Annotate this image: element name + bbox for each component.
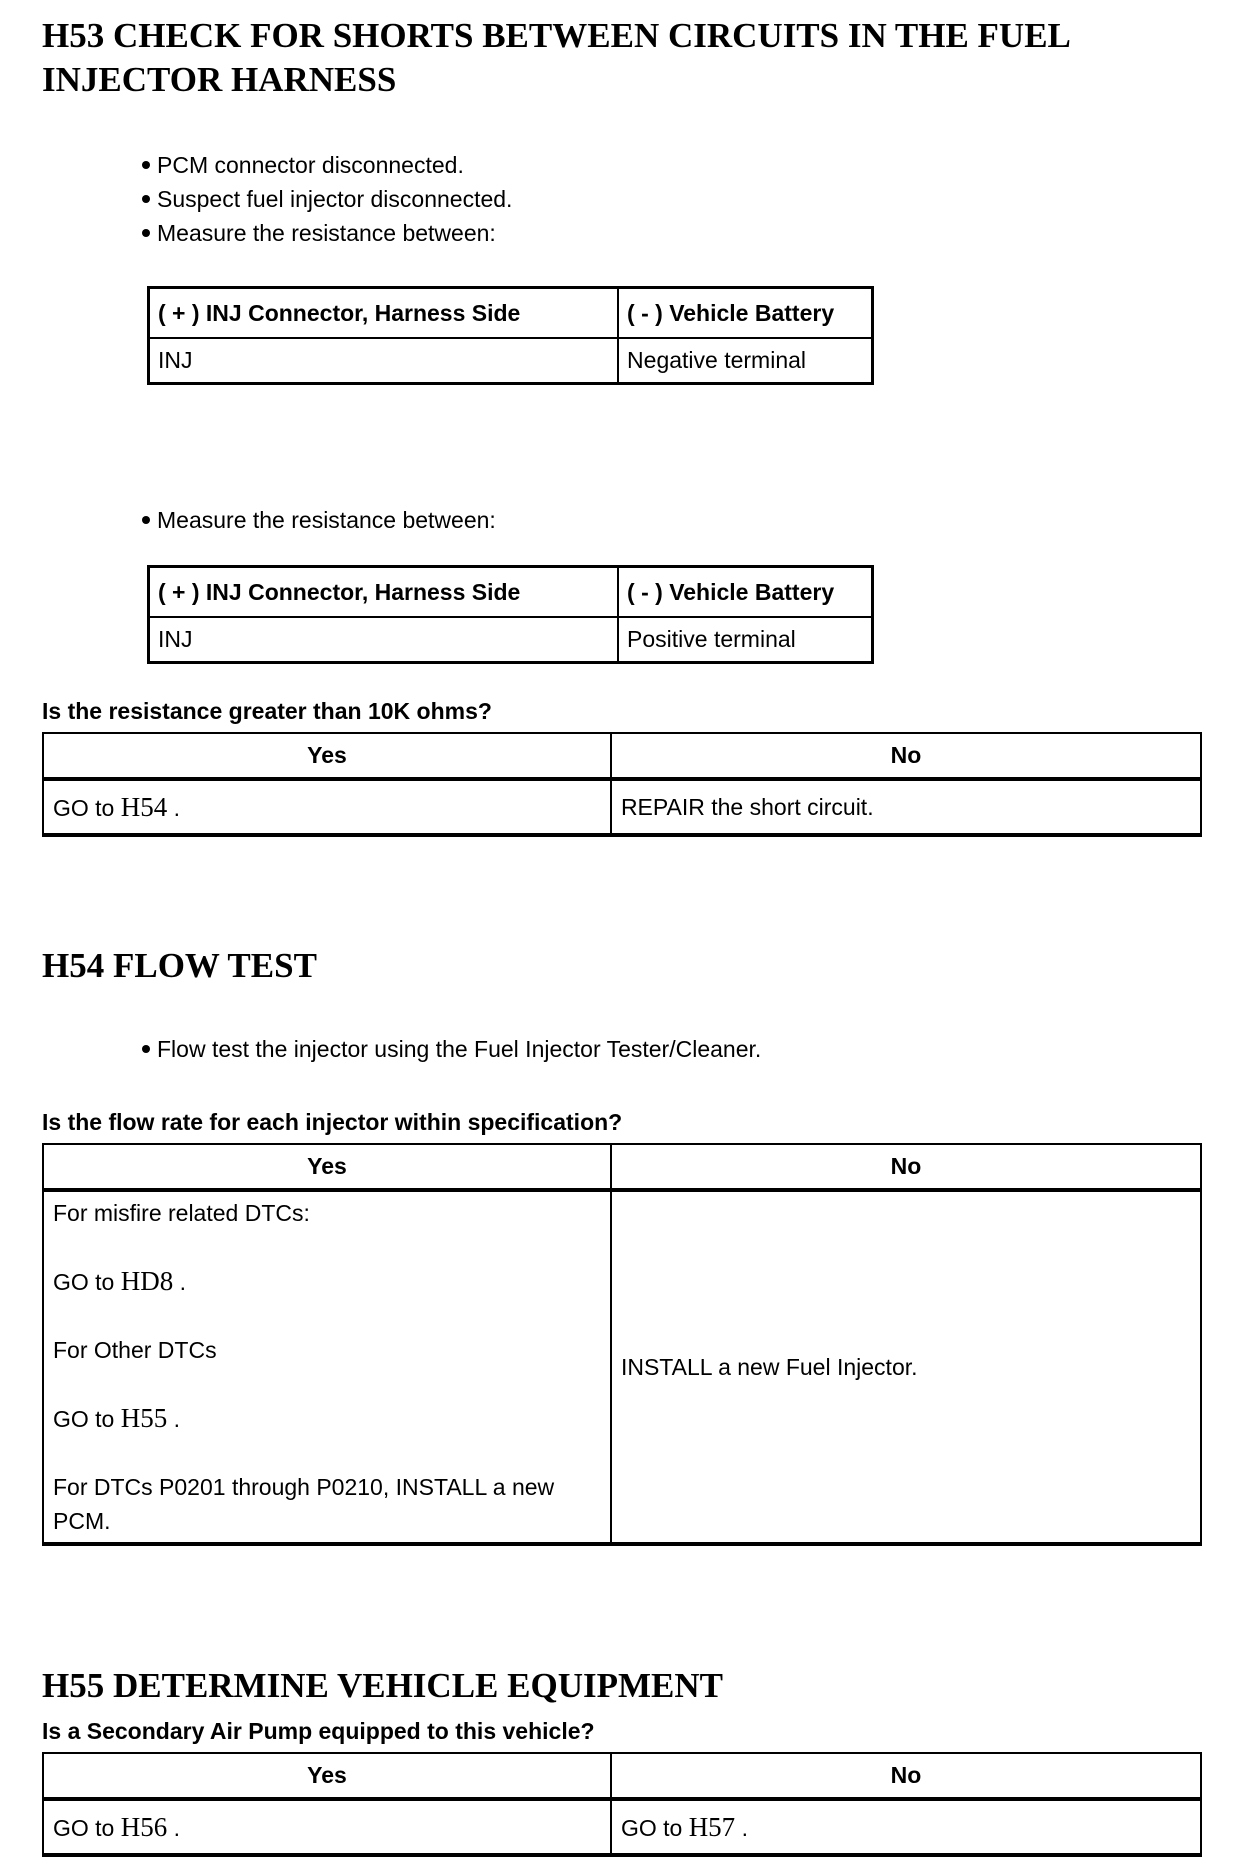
go-to-prefix: GO to — [53, 794, 115, 821]
bullet-icon — [142, 516, 150, 524]
spec-header-cell: ( + ) INJ Connector, Harness Side — [149, 567, 619, 618]
bullet-item — [140, 182, 1202, 216]
spec-value-cell: Positive terminal — [618, 617, 872, 663]
bullet-text: Suspect fuel injector disconnected. — [157, 186, 513, 212]
spec-header-cell: ( - ) Vehicle Battery — [618, 288, 872, 339]
bullet-text: Measure the resistance between: — [157, 220, 496, 246]
action-text: For misfire related DTCs: — [53, 1200, 310, 1226]
go-to-suffix: . — [173, 794, 181, 821]
go-to-reference — [53, 791, 181, 822]
no-action-cell — [611, 1799, 1201, 1855]
table-row — [43, 1190, 1201, 1544]
spec-value-cell: Negative terminal — [618, 338, 872, 384]
inj-positive-spec-table — [147, 565, 874, 664]
bullet-icon — [142, 195, 150, 203]
h55-decision-table — [42, 1752, 1202, 1857]
bullet-text: PCM connector disconnected. — [157, 152, 464, 178]
yes-header-cell: Yes — [43, 1753, 611, 1799]
yes-action-cell — [43, 1799, 611, 1855]
link-h54[interactable]: H54 — [120, 791, 168, 822]
go-to-suffix: . — [741, 1814, 748, 1841]
h53-question: Is the resistance greater than 10K ohms? — [42, 698, 492, 724]
go-to-suffix: . — [173, 1814, 181, 1841]
no-header-cell: No — [611, 1144, 1201, 1190]
table-row — [149, 338, 873, 384]
go-to-prefix: GO to — [53, 1406, 115, 1432]
bullet-icon — [142, 161, 150, 169]
go-to-prefix: GO to — [53, 1814, 115, 1841]
table-row — [43, 1799, 1201, 1855]
go-to-suffix: . — [173, 1406, 181, 1432]
h54-question: Is the flow rate for each injector within specification? — [42, 1109, 623, 1135]
spec-value-cell: INJ — [149, 338, 619, 384]
bullet-item — [140, 148, 1202, 182]
yes-header-cell: Yes — [43, 1144, 611, 1190]
table-header-row — [43, 733, 1201, 779]
table-row — [149, 617, 873, 663]
h54-bullet-list — [140, 1032, 1202, 1066]
go-to-reference — [53, 1811, 181, 1842]
link-hd8[interactable]: HD8 — [120, 1266, 174, 1296]
table-header-row — [149, 288, 873, 339]
yes-action-cell — [43, 1190, 611, 1544]
no-action-cell: REPAIR the short circuit. — [611, 779, 1201, 835]
action-text: For Other DTCs — [53, 1337, 217, 1363]
section-h53-heading: H53 CHECK FOR SHORTS BETWEEN CIRCUITS IN THE FUEL INJECTOR HARNESS — [42, 16, 1069, 99]
h54-decision-table — [42, 1143, 1202, 1546]
h53-bullet-list — [140, 148, 1202, 250]
yes-header-cell: Yes — [43, 733, 611, 779]
h53-measure-bullet-list — [140, 503, 1202, 537]
table-header-row — [43, 1753, 1201, 1799]
link-h56[interactable]: H56 — [120, 1811, 168, 1842]
bullet-item — [140, 503, 1202, 537]
bullet-text: Flow test the injector using the Fuel Injector Tester/Cleaner. — [157, 1036, 762, 1062]
no-action-cell: INSTALL a new Fuel Injector. — [611, 1190, 1201, 1544]
go-to-prefix: GO to — [53, 1269, 115, 1295]
no-header-cell: No — [611, 733, 1201, 779]
yes-action-cell — [43, 779, 611, 835]
go-to-reference — [53, 1264, 601, 1299]
section-h55-heading: H55 DETERMINE VEHICLE EQUIPMENT — [42, 1666, 723, 1705]
bullet-item — [140, 216, 1202, 250]
inj-negative-spec-table — [147, 286, 874, 385]
go-to-reference — [620, 1811, 748, 1842]
table-row — [43, 779, 1201, 835]
bullet-text: Measure the resistance between: — [157, 507, 496, 533]
go-to-suffix: . — [179, 1269, 187, 1295]
no-header-cell: No — [611, 1753, 1201, 1799]
spec-value-cell: INJ — [149, 617, 619, 663]
table-header-row — [149, 567, 873, 618]
link-h55[interactable]: H55 — [120, 1403, 168, 1433]
spec-header-cell: ( - ) Vehicle Battery — [618, 567, 872, 618]
action-text: For DTCs P0201 through P0210, INSTALL a new PCM. — [53, 1474, 555, 1534]
bullet-item — [140, 1032, 1202, 1066]
table-header-row — [43, 1144, 1201, 1190]
go-to-prefix: GO to — [620, 1814, 683, 1841]
section-h54-heading: H54 FLOW TEST — [42, 946, 317, 985]
h55-question: Is a Secondary Air Pump equipped to this vehicle? — [42, 1718, 595, 1744]
bullet-icon — [142, 229, 150, 237]
go-to-reference — [53, 1401, 601, 1436]
h53-decision-table — [42, 732, 1202, 837]
link-h57[interactable]: H57 — [688, 1811, 736, 1842]
spec-header-cell: ( + ) INJ Connector, Harness Side — [149, 288, 619, 339]
bullet-icon — [142, 1045, 150, 1053]
